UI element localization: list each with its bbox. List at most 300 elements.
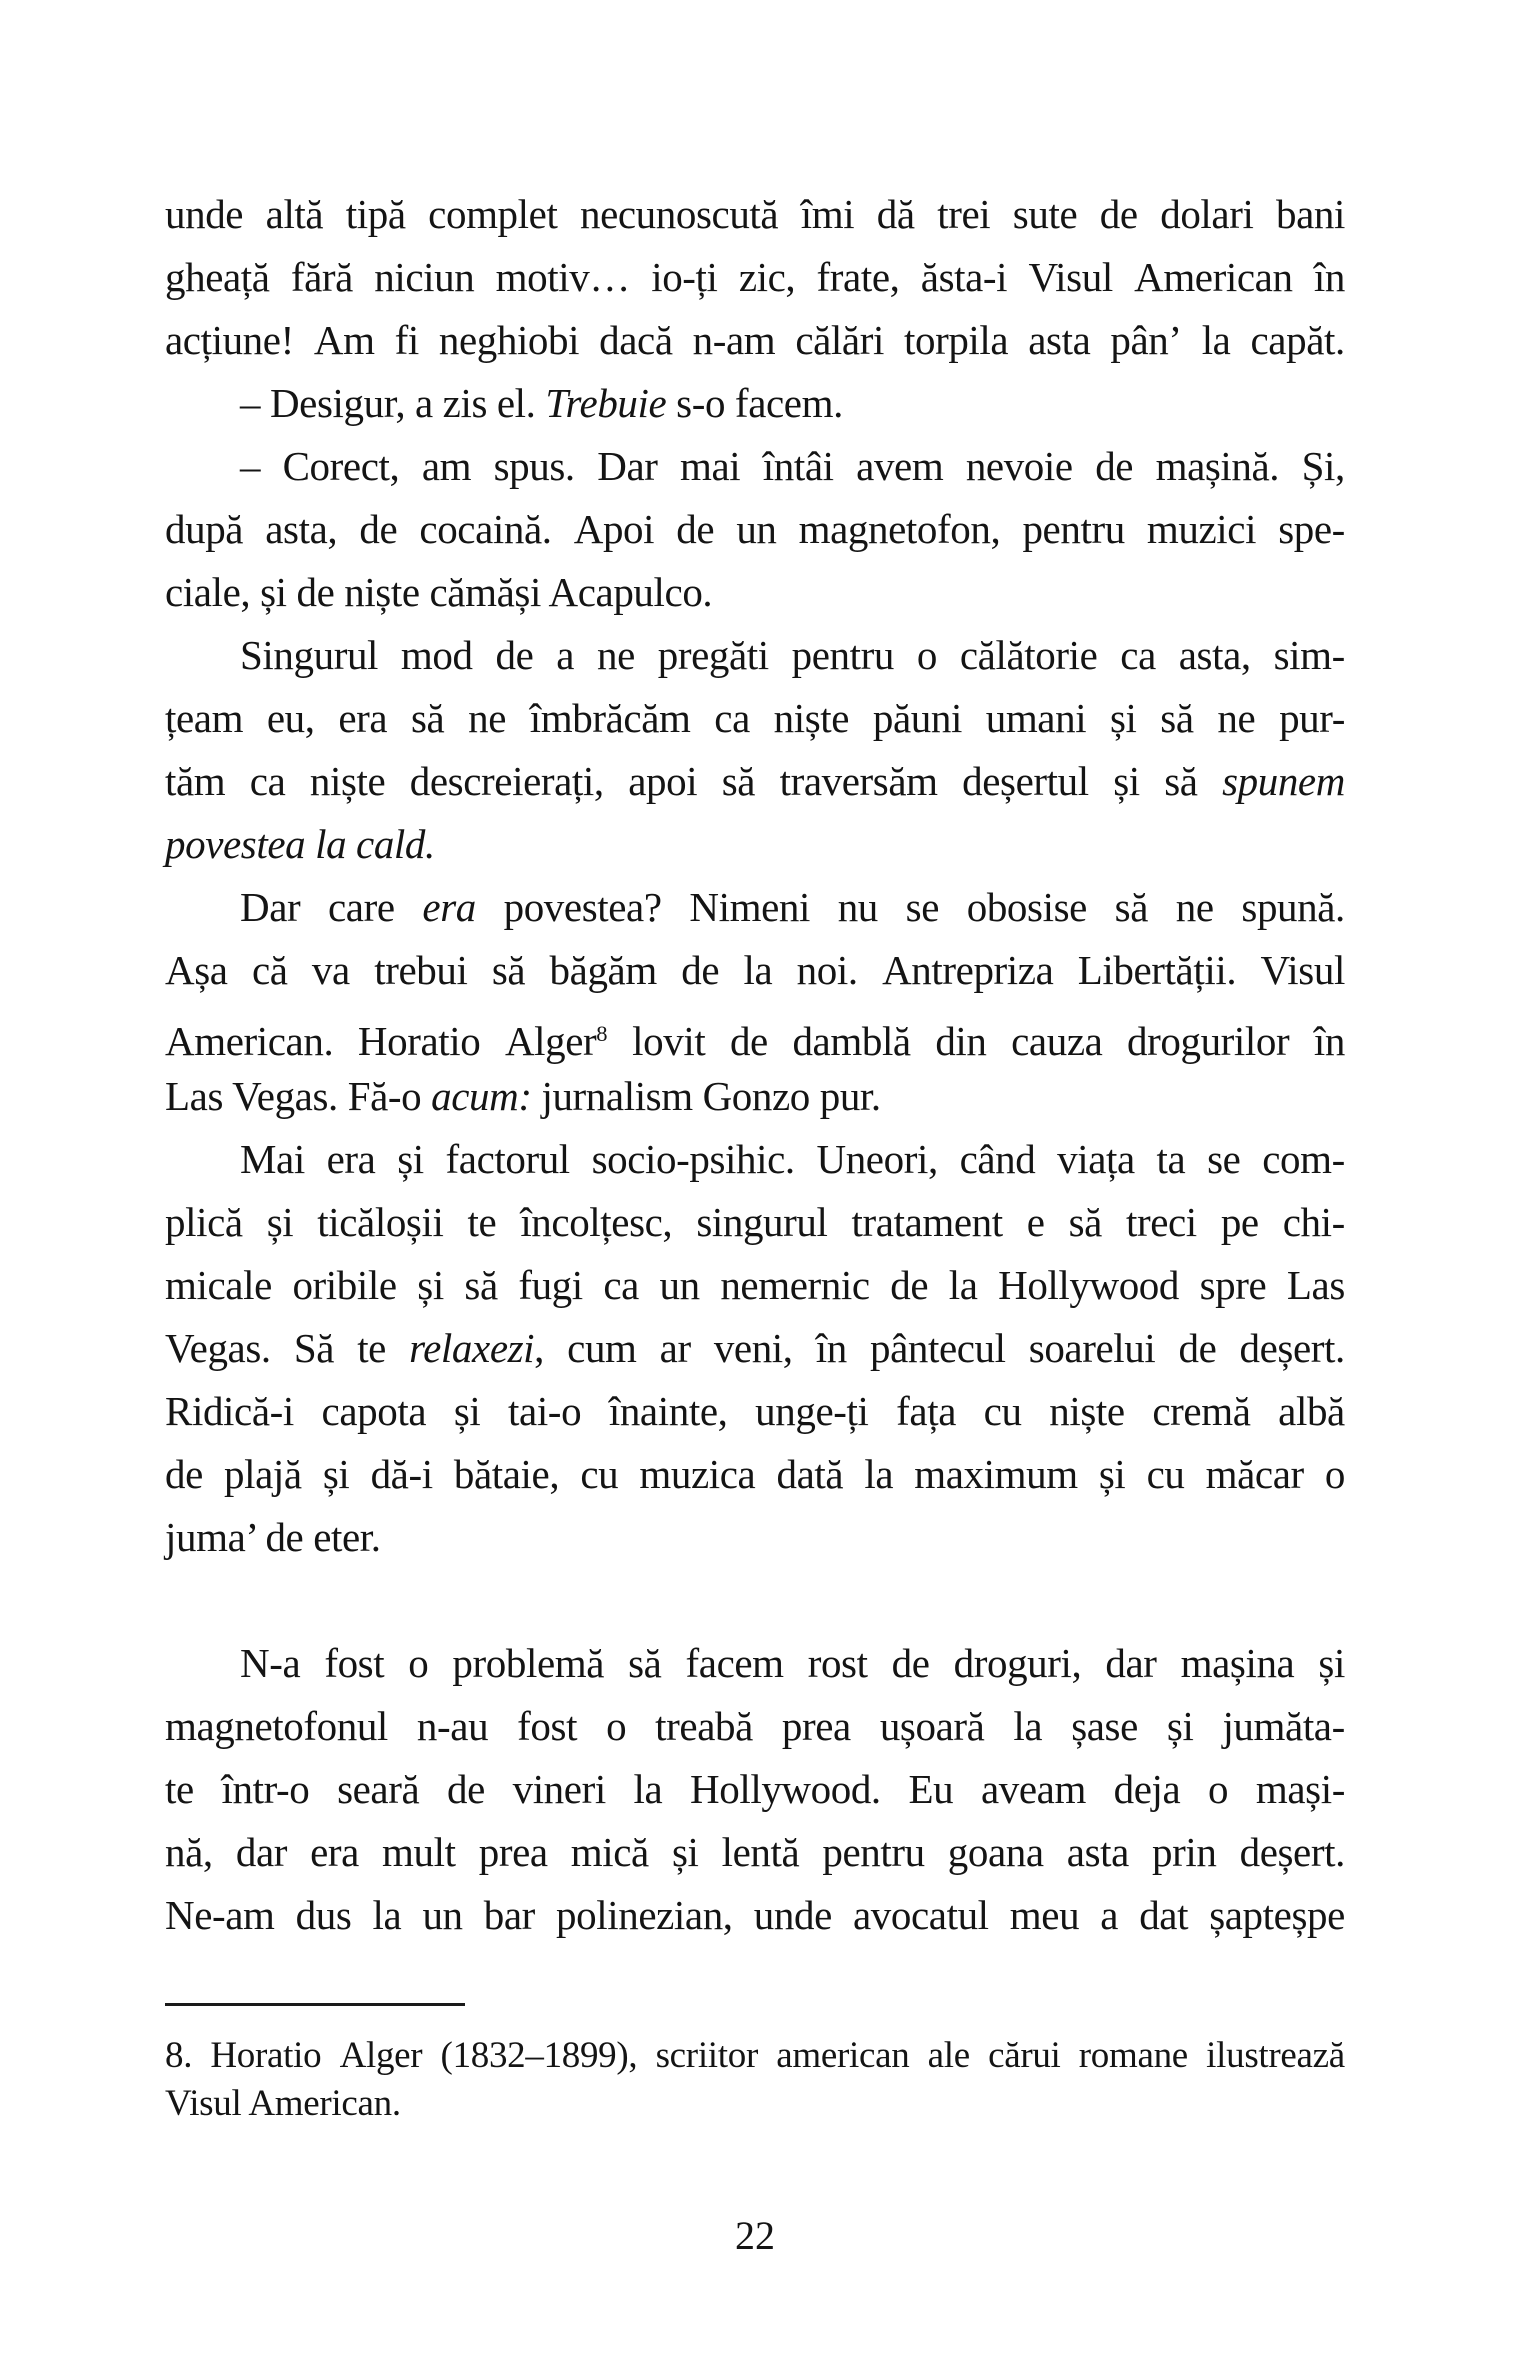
word: deșert. xyxy=(1239,1325,1345,1371)
word: de xyxy=(495,632,534,678)
text-block xyxy=(165,183,1345,2259)
word: spunem xyxy=(1222,758,1345,804)
word: era xyxy=(338,695,388,741)
text-line xyxy=(165,1128,1345,1191)
word: Eu xyxy=(908,1766,954,1812)
word: după xyxy=(165,506,244,552)
word: cum xyxy=(567,1325,637,1371)
word: ticăloșii xyxy=(317,1199,444,1245)
word: se xyxy=(1207,1136,1241,1182)
word: ca xyxy=(714,695,750,741)
word: era xyxy=(310,1829,359,1875)
word: dat xyxy=(1139,1892,1189,1938)
word: Hollywood xyxy=(998,1262,1180,1308)
word: ca xyxy=(603,1262,639,1308)
word: seară xyxy=(337,1766,420,1812)
text-line xyxy=(165,1821,1345,1884)
word: torpila xyxy=(903,317,1009,363)
word: ușoară xyxy=(879,1703,985,1749)
word: pregăti xyxy=(657,632,769,678)
word: avocatul xyxy=(852,1892,989,1938)
word: mult xyxy=(382,1829,456,1875)
word: maximum xyxy=(914,1451,1078,1497)
word: povestea? xyxy=(503,884,662,930)
word: acțiune! xyxy=(165,317,294,363)
word: să xyxy=(410,695,445,741)
text-line xyxy=(165,1758,1345,1821)
word: relaxezi, xyxy=(409,1325,545,1371)
paragraph xyxy=(165,183,1345,372)
paragraph xyxy=(165,372,1345,435)
word: călări xyxy=(795,317,884,363)
word: american xyxy=(776,2035,910,2076)
word: facem xyxy=(685,1640,784,1686)
text-line xyxy=(165,183,1345,246)
word: de xyxy=(891,1640,930,1686)
word: dacă xyxy=(599,317,673,363)
word: cauza xyxy=(1011,1017,1103,1064)
word: nă, xyxy=(165,1829,213,1875)
word: niște xyxy=(1049,1388,1125,1434)
body-paragraphs xyxy=(165,183,1345,1947)
word: încolțesc, xyxy=(520,1199,673,1245)
word: de xyxy=(1099,191,1138,237)
word: Corect, xyxy=(282,443,400,489)
word: la xyxy=(1013,1703,1043,1749)
word: capăt. xyxy=(1250,317,1345,363)
word: ta xyxy=(1156,1136,1186,1182)
word: ne xyxy=(1217,695,1256,741)
word: eu, xyxy=(266,695,315,741)
word: scriitor xyxy=(655,2035,758,2076)
word: Hollywood. xyxy=(690,1766,881,1812)
word: la xyxy=(633,1766,663,1812)
word: asta xyxy=(1028,317,1091,363)
word: factorul xyxy=(445,1136,570,1182)
word: ăsta-i xyxy=(920,254,1008,300)
word: niște xyxy=(773,695,850,741)
word: mașina xyxy=(1180,1640,1295,1686)
word: o xyxy=(1324,1451,1345,1497)
word: fi xyxy=(394,317,419,363)
word: care xyxy=(328,884,395,930)
word: să xyxy=(464,1262,498,1308)
word: pe xyxy=(1220,1199,1259,1245)
paragraph xyxy=(165,435,1345,624)
word: de xyxy=(729,1017,768,1064)
word: prea xyxy=(781,1703,851,1749)
word: traversăm xyxy=(779,758,938,804)
word: șapteșpe xyxy=(1209,1892,1345,1938)
word: când xyxy=(959,1136,1036,1182)
word: jumăta- xyxy=(1222,1703,1345,1749)
text-line xyxy=(165,498,1345,561)
word: drogurilor xyxy=(1127,1017,1290,1064)
paragraph xyxy=(165,876,1345,1128)
word: frate, xyxy=(816,254,900,300)
word: asta, xyxy=(1178,632,1251,678)
word: trei xyxy=(937,191,991,237)
word: fața xyxy=(896,1388,956,1434)
word: tăm xyxy=(165,758,226,804)
word: aveam xyxy=(980,1766,1086,1812)
word: mai xyxy=(680,443,741,489)
word: de xyxy=(1095,443,1134,489)
text-line xyxy=(165,309,1345,372)
text-line xyxy=(165,1002,1345,1065)
word: pentru xyxy=(791,632,894,678)
word: 8. xyxy=(165,2035,193,2076)
word: să xyxy=(491,947,526,993)
word: veni, xyxy=(713,1325,793,1371)
word: magnetofon, xyxy=(798,506,1001,552)
word: Alger$^8$ xyxy=(504,1017,608,1064)
word: albă xyxy=(1278,1388,1345,1434)
word: sute xyxy=(1012,191,1078,237)
word: era xyxy=(326,1136,376,1182)
word: băgăm xyxy=(549,947,657,993)
word: a xyxy=(556,632,575,678)
word: noi. xyxy=(796,947,858,993)
text-line xyxy=(165,1191,1345,1254)
word: și xyxy=(453,1388,481,1434)
word: să xyxy=(1068,1199,1102,1245)
word: com- xyxy=(1262,1136,1345,1182)
word: sim- xyxy=(1273,632,1345,678)
word: ar xyxy=(659,1325,691,1371)
word: lentă xyxy=(721,1829,800,1875)
word: cu xyxy=(983,1388,1022,1434)
word: cu xyxy=(580,1451,619,1497)
word: bani xyxy=(1275,191,1345,237)
word: niște xyxy=(309,758,386,804)
word: să xyxy=(628,1640,662,1686)
word: deșertul xyxy=(962,758,1089,804)
word: Horatio xyxy=(357,1017,481,1064)
word: socio-psihic. xyxy=(591,1136,795,1182)
word: romane xyxy=(1078,2035,1188,2076)
word: meu xyxy=(1009,1892,1080,1938)
text-line: Las Vegas. Fă-o acum: jurnalism Gonzo pur. xyxy=(165,1073,881,1119)
word: lovit xyxy=(632,1017,706,1064)
word: de xyxy=(676,506,715,552)
word: pân’ xyxy=(1110,317,1182,363)
word: dar xyxy=(1105,1640,1157,1686)
word: un xyxy=(659,1262,700,1308)
word: Visul xyxy=(1260,947,1345,993)
word: Uneori, xyxy=(816,1136,938,1182)
word: de xyxy=(681,947,720,993)
word: Apoi xyxy=(573,506,655,552)
word: și xyxy=(417,1262,444,1308)
text-line xyxy=(165,939,1345,1002)
word: Dar xyxy=(240,884,301,930)
word: gheață xyxy=(165,254,270,300)
word: deșert. xyxy=(1239,1829,1345,1875)
word: te xyxy=(357,1325,386,1371)
text-line xyxy=(165,1632,1345,1695)
word: că xyxy=(251,947,288,993)
word: nu xyxy=(837,884,878,930)
word: țeam xyxy=(165,695,244,741)
text-line xyxy=(165,1254,1345,1317)
text-line: juma’ de eter. xyxy=(165,1514,381,1560)
word: și xyxy=(1166,1703,1194,1749)
word: e xyxy=(1026,1199,1045,1245)
word: o xyxy=(916,632,937,678)
word: oribile xyxy=(292,1262,397,1308)
word: n-au xyxy=(416,1703,489,1749)
word: și xyxy=(266,1199,294,1245)
word: fără xyxy=(290,254,353,300)
word: ne xyxy=(468,695,507,741)
text-line xyxy=(165,1695,1345,1758)
word: de xyxy=(165,1451,203,1497)
text-line: Visul American. xyxy=(165,2083,401,2124)
text-line xyxy=(165,750,1345,813)
word: unde xyxy=(753,1892,832,1938)
word: va xyxy=(311,947,350,993)
word: Am xyxy=(313,317,375,363)
word: de xyxy=(446,1766,485,1812)
word: deja xyxy=(1113,1766,1181,1812)
word: un xyxy=(736,506,777,552)
word: singurul xyxy=(696,1199,828,1245)
word: și xyxy=(1318,1640,1345,1686)
word: goana xyxy=(947,1829,1044,1875)
word: Mai xyxy=(240,1136,305,1182)
word: măcar xyxy=(1205,1451,1304,1497)
word: muzici xyxy=(1146,506,1257,552)
word: droguri, xyxy=(953,1640,1082,1686)
word: spus. xyxy=(493,443,575,489)
word: nevoie xyxy=(965,443,1073,489)
paragraph xyxy=(165,1128,1345,1569)
word: Horatio xyxy=(210,2035,322,2076)
word: io-ți xyxy=(651,254,718,300)
word: plică xyxy=(165,1199,243,1245)
word: călătorie xyxy=(959,632,1098,678)
word: unge-ți xyxy=(755,1388,869,1434)
text-line xyxy=(165,246,1345,309)
word: mică xyxy=(570,1829,649,1875)
word: șase xyxy=(1071,1703,1138,1749)
section-break xyxy=(165,1569,1345,1632)
word: un xyxy=(422,1892,463,1938)
word: descreierați, xyxy=(409,758,604,804)
text-line: ciale, și de niște cămăși Acapulco. xyxy=(165,569,713,615)
page-number: 22 xyxy=(735,2213,775,2258)
word: te xyxy=(467,1199,497,1245)
word: mașină. xyxy=(1155,443,1280,489)
word: vineri xyxy=(512,1766,606,1812)
word: cu xyxy=(1146,1451,1185,1497)
word: dar xyxy=(235,1829,287,1875)
word: American xyxy=(1134,254,1293,300)
word: asta, xyxy=(265,506,338,552)
word: viața xyxy=(1057,1136,1135,1182)
word: micale xyxy=(165,1262,272,1308)
word: în xyxy=(1313,254,1345,300)
word: la xyxy=(1201,317,1231,363)
word: mași- xyxy=(1255,1766,1345,1812)
word: îmbrăcăm xyxy=(529,695,691,741)
word: fost xyxy=(517,1703,578,1749)
word: umani xyxy=(985,695,1087,741)
word: ale xyxy=(927,2035,970,2076)
word: American. xyxy=(165,1017,334,1064)
word: prin xyxy=(1152,1829,1217,1875)
word: cărui xyxy=(988,2035,1061,2076)
word: și xyxy=(322,1451,350,1497)
word: tai-o xyxy=(508,1388,582,1434)
word: la xyxy=(864,1451,894,1497)
word: să xyxy=(721,758,756,804)
word: unde xyxy=(165,191,244,237)
word: polinezian, xyxy=(556,1892,733,1938)
word: cocaină. xyxy=(419,506,552,552)
word: bătaie, xyxy=(453,1451,560,1497)
text-line xyxy=(165,876,1345,939)
word: N-a xyxy=(240,1640,301,1686)
word: chi- xyxy=(1282,1199,1345,1245)
paragraph xyxy=(165,1632,1345,1947)
word: să xyxy=(1114,884,1149,930)
word: dă-i xyxy=(370,1451,433,1497)
word: întâi xyxy=(762,443,834,489)
word: tipă xyxy=(345,191,406,237)
word: spe- xyxy=(1278,506,1345,552)
word: Ridică-i xyxy=(165,1388,294,1434)
word: rost xyxy=(807,1640,868,1686)
word: muzica xyxy=(639,1451,756,1497)
word: Și, xyxy=(1301,443,1345,489)
word: obosise xyxy=(966,884,1087,930)
word: – xyxy=(240,443,261,489)
paragraph xyxy=(165,624,1345,876)
word: în xyxy=(1313,1017,1345,1064)
word: te xyxy=(165,1766,194,1812)
word: ca xyxy=(249,758,286,804)
word: îmi xyxy=(800,191,855,237)
word: am xyxy=(421,443,472,489)
word: și xyxy=(1109,695,1137,741)
word: ne xyxy=(596,632,635,678)
word: se xyxy=(905,884,939,930)
word: prea xyxy=(478,1829,548,1875)
word: problemă xyxy=(452,1640,605,1686)
word: păuni xyxy=(872,695,962,741)
word: treci xyxy=(1125,1199,1197,1245)
word: Ne-am xyxy=(165,1892,275,1938)
word: necunoscută xyxy=(579,191,779,237)
word: spre xyxy=(1199,1262,1267,1308)
word: Antrepriza xyxy=(882,947,1054,993)
text-line xyxy=(165,1884,1345,1947)
word: (1832–1899), xyxy=(440,2035,638,2076)
text-line xyxy=(165,1380,1345,1443)
word: soarelui xyxy=(1028,1325,1156,1371)
word: să xyxy=(1164,758,1198,804)
word: Las xyxy=(1286,1262,1345,1308)
word: cremă xyxy=(1152,1388,1251,1434)
word: și xyxy=(397,1136,424,1182)
text-line xyxy=(165,624,1345,687)
word: a xyxy=(1100,1892,1119,1938)
word: de xyxy=(890,1262,929,1308)
word: în xyxy=(815,1325,847,1371)
word: spună. xyxy=(1241,884,1345,930)
word: Singurul xyxy=(240,632,379,678)
word: ne xyxy=(1175,884,1214,930)
word: nemernic xyxy=(720,1262,870,1308)
word: niciun xyxy=(374,254,475,300)
word: într-o xyxy=(221,1766,310,1812)
word: de xyxy=(1178,1325,1217,1371)
word: tratament xyxy=(851,1199,1003,1245)
word: ca xyxy=(1120,632,1156,678)
word: apoi xyxy=(628,758,698,804)
word: o xyxy=(1208,1766,1229,1812)
word: dus xyxy=(295,1892,352,1938)
text-line: povestea la cald. xyxy=(165,821,435,867)
word: damblă xyxy=(792,1017,911,1064)
word: plajă xyxy=(224,1451,302,1497)
word: la xyxy=(948,1262,978,1308)
word: Visul xyxy=(1028,254,1113,300)
word: complet xyxy=(428,191,558,237)
word: Alger xyxy=(339,2035,423,2076)
text-line xyxy=(165,1317,1345,1380)
word: Să xyxy=(293,1325,335,1371)
word: Vegas. xyxy=(165,1325,271,1371)
word: altă xyxy=(265,191,324,237)
word: o xyxy=(606,1703,627,1749)
footnote-separator xyxy=(165,2003,465,2006)
word: și xyxy=(671,1829,699,1875)
word: motiv… xyxy=(495,254,630,300)
word: de xyxy=(359,506,398,552)
word: bar xyxy=(483,1892,535,1938)
word: înainte, xyxy=(608,1388,728,1434)
word: pur- xyxy=(1279,695,1345,741)
text-line xyxy=(165,435,1345,498)
text-line xyxy=(165,687,1345,750)
word: treabă xyxy=(655,1703,753,1749)
word: și xyxy=(1098,1451,1126,1497)
word: capota xyxy=(321,1388,427,1434)
word: avem xyxy=(856,443,944,489)
word: neghiobi xyxy=(438,317,580,363)
word: n-am xyxy=(692,317,776,363)
word: dă xyxy=(876,191,915,237)
word: mod xyxy=(400,632,473,678)
word: asta xyxy=(1066,1829,1129,1875)
word: pentru xyxy=(1022,506,1125,552)
word: Libertății. xyxy=(1077,947,1237,993)
text-line xyxy=(165,1443,1345,1506)
word: fugi xyxy=(518,1262,583,1308)
text-line xyxy=(165,2032,1345,2080)
word: era xyxy=(422,884,476,930)
word: pentru xyxy=(822,1829,925,1875)
word: dată xyxy=(776,1451,844,1497)
word: pântecul xyxy=(869,1325,1006,1371)
text-line: – Desigur, a zis el. Trebuie s-o facem. xyxy=(240,380,843,426)
word: la xyxy=(743,947,773,993)
word: zic, xyxy=(738,254,796,300)
word: din xyxy=(935,1017,987,1064)
